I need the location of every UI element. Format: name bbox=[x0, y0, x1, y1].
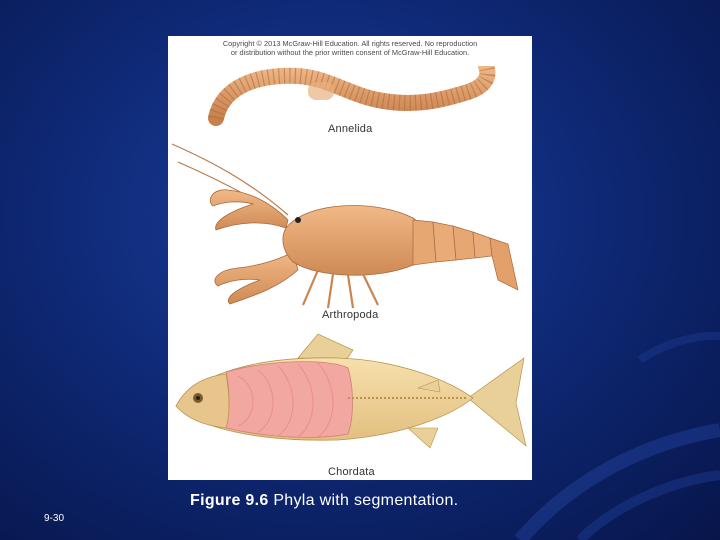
fish-illustration bbox=[168, 328, 532, 466]
copyright-line-1: Copyright © 2013 McGraw-Hill Education. All rights reserved. No reproduction bbox=[222, 39, 478, 48]
figure-caption bbox=[190, 492, 458, 510]
copyright-line-2: or distribution without the prior written consent of McGraw-Hill Education. bbox=[230, 48, 470, 57]
slide-number: 9-30 bbox=[44, 513, 65, 524]
copyright-notice bbox=[168, 39, 532, 57]
earthworm-illustration bbox=[168, 66, 532, 126]
label-annelida: Annelida bbox=[328, 123, 373, 135]
caption-figure-number: Figure 9.6 bbox=[190, 492, 269, 509]
label-chordata: Chordata bbox=[328, 466, 375, 478]
figure-panel bbox=[168, 36, 532, 480]
label-arthropoda: Arthropoda bbox=[322, 309, 379, 321]
caption-text: Phyla with segmentation. bbox=[268, 492, 459, 509]
crayfish-illustration bbox=[168, 140, 532, 310]
